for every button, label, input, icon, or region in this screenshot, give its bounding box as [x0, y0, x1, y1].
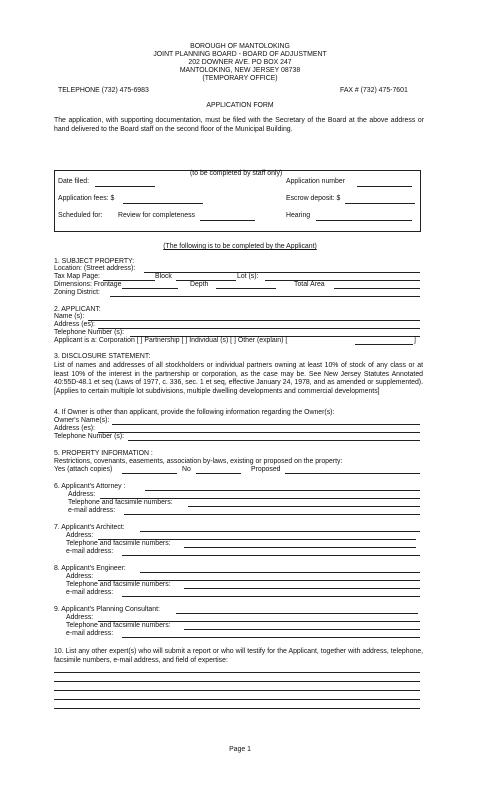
header-borough: BOROUGH OF MANTOLOKING — [190, 43, 290, 50]
escrow-deposit-field[interactable] — [345, 203, 415, 204]
s2-address-field[interactable] — [98, 328, 420, 329]
s1-lot-label: Lot (s): — [237, 273, 259, 280]
s2-bracket-close: ] — [414, 337, 416, 344]
review-label: Review for completeness — [118, 212, 195, 219]
s4-address-field[interactable] — [98, 432, 420, 433]
s5-restrictions-label: Restrictions, covenants, easements, association by-laws, existing or proposed on the property: — [54, 458, 343, 465]
header-address: 202 DOWNER AVE. PO BOX 247 — [188, 59, 292, 66]
s6-email-field[interactable] — [124, 514, 420, 515]
s1-total-area-field[interactable] — [334, 288, 420, 289]
s1-tax-map-label: Tax Map Page: — [54, 273, 100, 280]
s8-address-label: Address: — [66, 573, 94, 580]
s6-phone-fax-label: Telephone and facsimile numbers: — [68, 499, 173, 506]
s1-heading: 1. SUBJECT PROPERTY: — [54, 258, 135, 265]
hearing-label: Hearing — [286, 212, 311, 219]
s5-heading: 5. PROPERTY INFORMATION : — [54, 450, 153, 457]
s1-zoning-label: Zoning District: — [54, 289, 100, 296]
s2-applicant-type[interactable]: Applicant is a: Corporation [ ] Partnership [ ] Individual (s) [ ] Other (explain) [ — [54, 337, 288, 344]
s5-no-field[interactable] — [196, 473, 241, 474]
s10-line[interactable] — [54, 708, 420, 709]
header-temporary: (TEMPORARY OFFICE) — [202, 75, 278, 82]
s5-yes-label: Yes (attach copies) — [54, 466, 113, 473]
s4-telephone-field[interactable] — [128, 440, 420, 441]
s1-depth-field[interactable] — [216, 288, 276, 289]
s9-phone-fax-label: Telephone and facsimile numbers: — [66, 622, 171, 629]
s4-heading: 4. If Owner is other than applicant, provide the following information regarding the Owner(s): — [54, 409, 335, 416]
s10-line[interactable] — [54, 672, 420, 673]
s5-yes-field[interactable] — [122, 473, 177, 474]
s8-engineer-field[interactable] — [140, 572, 420, 573]
s8-email-field[interactable] — [122, 596, 420, 597]
s1-total-area-label: Total Area — [294, 281, 325, 288]
s10-line[interactable] — [54, 699, 420, 700]
s1-location-label: Location: (Street address): — [54, 265, 136, 272]
s8-heading: 8. Applicant's Engineer: — [54, 565, 126, 572]
s3-heading: 3. DISCLOSURE STATEMENT: — [54, 353, 151, 360]
s2-heading: 2. APPLICANT: — [54, 306, 101, 313]
s5-proposed-label: Proposed — [251, 466, 281, 473]
s7-architect-field[interactable] — [140, 531, 420, 532]
s6-phone-fax-field[interactable] — [188, 506, 420, 507]
s8-phone-fax-field[interactable] — [184, 588, 420, 589]
escrow-deposit-label: Escrow deposit: $ — [286, 195, 341, 202]
s9-email-field[interactable] — [122, 637, 420, 638]
s9-email-label: e-mail address: — [66, 630, 114, 637]
s4-address-label: Address (es): — [54, 425, 95, 432]
application-number-field[interactable] — [357, 186, 412, 187]
s2-address-label: Address (es): — [54, 321, 95, 328]
s7-email-label: e-mail address: — [66, 548, 114, 555]
s4-owner-name-label: Owner's Name(s): — [54, 417, 110, 424]
date-filed-field[interactable] — [95, 186, 155, 187]
application-fees-label: Application fees: $ — [58, 195, 115, 202]
header-city: MANTOLOKING, NEW JERSEY 08738 — [179, 67, 301, 74]
s10-text: 10. List any other expert(s) who will submit a report or who will testify for the Applicant, together with address, telephone, facsimile numbers, e-mail address, and field of expertise: — [54, 648, 423, 664]
s1-frontage-field[interactable] — [122, 288, 178, 289]
s7-phone-fax-label: Telephone and facsimile numbers: — [66, 540, 171, 547]
s1-block-label: Block — [155, 273, 172, 280]
s9-heading: 9. Applicant's Planning Consultant: — [54, 606, 160, 613]
page-number: Page 1 — [229, 746, 251, 753]
scheduled-for-label: Scheduled for: — [58, 212, 103, 219]
s6-email-label: e-mail address: — [68, 507, 116, 514]
review-field[interactable] — [200, 220, 255, 221]
s2-name-label: Name (s): — [54, 313, 85, 320]
s2-other-explain-field[interactable] — [355, 344, 413, 345]
s9-consultant-field[interactable] — [176, 613, 418, 614]
s7-address-label: Address: — [66, 532, 94, 539]
header-telephone: TELEPHONE (732) 475-6983 — [58, 87, 149, 94]
s5-proposed-field[interactable] — [285, 473, 420, 474]
hearing-field[interactable] — [316, 220, 412, 221]
s9-address-label: Address: — [66, 614, 94, 621]
s8-phone-fax-label: Telephone and facsimile numbers: — [66, 581, 171, 588]
s1-depth-label: Depth — [190, 281, 209, 288]
date-filed-label: Date filed: — [58, 178, 90, 185]
s9-phone-fax-field[interactable] — [184, 629, 420, 630]
s7-email-field[interactable] — [122, 555, 420, 556]
s4-owner-name-field[interactable] — [112, 424, 420, 425]
s7-heading: 7. Applicant's Architect: — [54, 524, 125, 531]
s6-address-label: Address: — [68, 491, 96, 498]
intro-paragraph: The application, with supporting documentation, must be filed with the Secretary of the Board at the above address or hand delivered to the Board staff on the second floor of the Municipal Building. — [54, 117, 424, 133]
header-fax: FAX # (732) 475-7601 — [340, 87, 408, 94]
s6-heading: 6. Applicant's Attorney : — [54, 483, 126, 490]
s7-phone-fax-field[interactable] — [184, 547, 416, 548]
s3-text: List of names and addresses of all stockholders or individual partners owning at least 10% of stock of any class or at least 10% of the interest in the partnership or corporation, as the case may be. See New Jersey Statutes Annotated 40:55D-48.1 et seq (Laws of 1977, c. 336, sec. 1 et seq, effective January 24, 1978, and as amended or supplemented). [Applies to certain multiple lot subdivisions, multiple dwelling developments and commercial developments] — [54, 362, 423, 395]
s6-attorney-field[interactable] — [145, 490, 420, 491]
staff-box-caption: (to be completed by staff only) — [190, 170, 283, 177]
s10-line[interactable] — [54, 690, 420, 691]
s1-zoning-field[interactable] — [110, 296, 420, 297]
header-board: JOINT PLANNING BOARD - BOARD OF ADJUSTMENT — [153, 51, 327, 58]
s5-no-label: No — [182, 466, 191, 473]
applicant-note: (The following is to be completed by the Applicant) — [163, 243, 317, 250]
s2-telephone-label: Telephone Number (s): — [54, 329, 125, 336]
s8-email-label: e-mail address: — [66, 589, 114, 596]
s1-location-field[interactable] — [144, 272, 420, 273]
application-fees-field[interactable] — [123, 203, 203, 204]
s2-name-field[interactable] — [88, 320, 420, 321]
s1-lot-field[interactable] — [265, 280, 420, 281]
s1-dimensions-label: Dimensions: Frontage — [54, 281, 122, 288]
application-number-label: Application number — [286, 178, 345, 185]
s4-telephone-label: Telephone Number (s): — [54, 433, 125, 440]
s10-line[interactable] — [54, 681, 420, 682]
form-title: APPLICATION FORM — [206, 102, 274, 109]
